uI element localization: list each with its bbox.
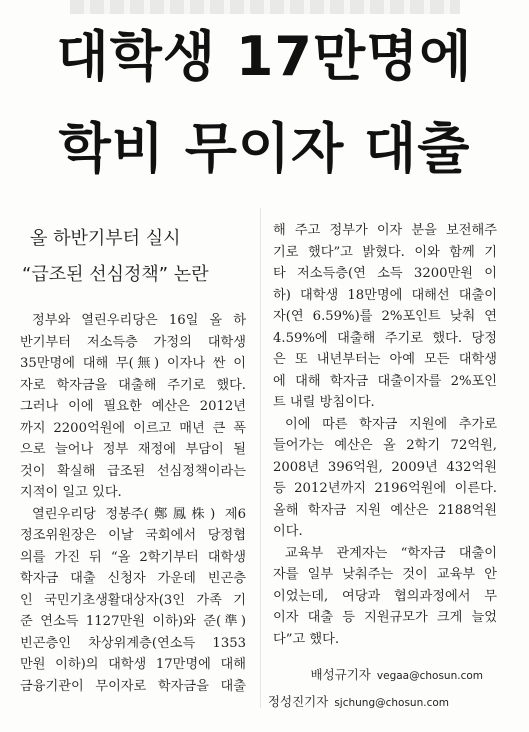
article-line: 것이 확실해 급조된 선심정책이라는 — [20, 463, 246, 479]
reporter-name: 배성규기자 — [310, 667, 371, 682]
article-line: 까지 2200억원에 이르고 매년 큰 폭 — [20, 420, 246, 436]
article-line: 트 내릴 방침이다. — [273, 395, 375, 410]
article-line: 자를 일부 낮춰주는 것이 교육부 안 — [273, 567, 497, 582]
subheadline-line-1: 올 하반기부터 실시 — [30, 228, 181, 249]
article-line: 이자 대출 등 지원규모가 크게 늘었 — [273, 610, 497, 625]
byline — [268, 692, 449, 710]
article-column-left — [20, 310, 246, 697]
headline-line-1: 대학생 17만명에 — [56, 25, 473, 88]
column-divider — [260, 208, 261, 708]
article-line: 자로 학자금을 대출해 주기로 했다. — [20, 377, 246, 393]
article-line: 교육부 관계자는 “학자금 대출이 — [285, 545, 497, 561]
article-line: 다”고 했다. — [273, 631, 340, 647]
article-line: 이었는데, 여당과 협의과정에서 무 — [273, 588, 497, 604]
article-line: 해 주고 정부가 이자 분을 보전해주 — [273, 223, 497, 238]
article-line: 정부와 열린우리당은 16일 올 하 — [32, 313, 246, 328]
article-line: 으로 늘어나 정부 재정에 부담이 될 — [20, 442, 246, 457]
previous-page-bleed — [70, 0, 460, 14]
article-line: 은 또 내년부터는 아예 모든 대학생 — [273, 352, 497, 367]
byline — [311, 665, 484, 683]
reporter-email: sjchung@chosun.com — [334, 697, 449, 709]
reporter-name: 정성진기자 — [267, 694, 329, 709]
article-line: 자(연 6.59%)를 2%포인트 낮춰 연 — [273, 309, 497, 324]
article-line: 타 저소득층(연 소득 3200만원 이 — [273, 266, 497, 281]
article-line: 열린우리당 정봉주(鄭鳳株) 제6 — [32, 506, 246, 522]
reporter-email: vegaa@chosun.com — [376, 670, 483, 682]
article-line: 인 국민기초생활대상자(3인 가족 기 — [20, 592, 246, 608]
article-line: 35만명에 대해 무(無) 이자나 싼 이 — [20, 356, 246, 371]
article-line: 하) 대학생 18만명에 대해선 대출이 — [273, 287, 497, 303]
article-line: 의를 가진 뒤 “올 2학기부터 대학생 — [20, 549, 246, 565]
article-line: 등 2012년까지 2196억원에 이른다. — [273, 481, 497, 496]
article-line: 지적이 일고 있다. — [20, 485, 122, 500]
article-line: 기로 했다”고 밝혔다. 이와 함께 기 — [273, 244, 497, 260]
article-line: 학자금 대출 신청자 가운데 빈곤층 — [20, 571, 246, 586]
article-line: 2008년 396억원, 2009년 432억원 — [273, 459, 497, 475]
article-line: 금융기관이 무이자로 학자금을 대출 — [20, 678, 246, 694]
article-column-right — [273, 220, 497, 650]
article-line: 들어가는 예산은 올 2학기 72억원, — [273, 438, 497, 453]
article-line: 만원 이하)의 대학생 17만명에 대해 — [20, 657, 246, 672]
subheadline-line-2: “급조된 선심정책” 논란 — [22, 264, 209, 285]
article-line: 에 대해 학자금 대출이자를 2%포인 — [273, 373, 497, 389]
article-line: 반기부터 저소득층 가정의 대학생 — [20, 334, 246, 350]
article-line: 정조위원장은 이날 국회에서 당정협 — [20, 528, 246, 543]
article-line: 이에 따른 학자금 지원에 추가로 — [285, 416, 497, 432]
article-line: 올해 학자금 지원 예산은 2188억원 — [273, 502, 497, 518]
article-line: 준 연소득 1127만원 이하)와 준(準) — [20, 614, 246, 629]
headline-line-2: 학비 무이자 대출 — [58, 117, 471, 180]
article-line: 그러나 이에 필요한 예산은 2012년 — [20, 399, 246, 414]
article-line: 4.59%에 대출해 주기로 했다. 당정 — [273, 330, 497, 346]
article-line: 이다. — [273, 524, 303, 539]
article-line: 빈곤층인 차상위계층(연소득 1353 — [20, 635, 246, 651]
